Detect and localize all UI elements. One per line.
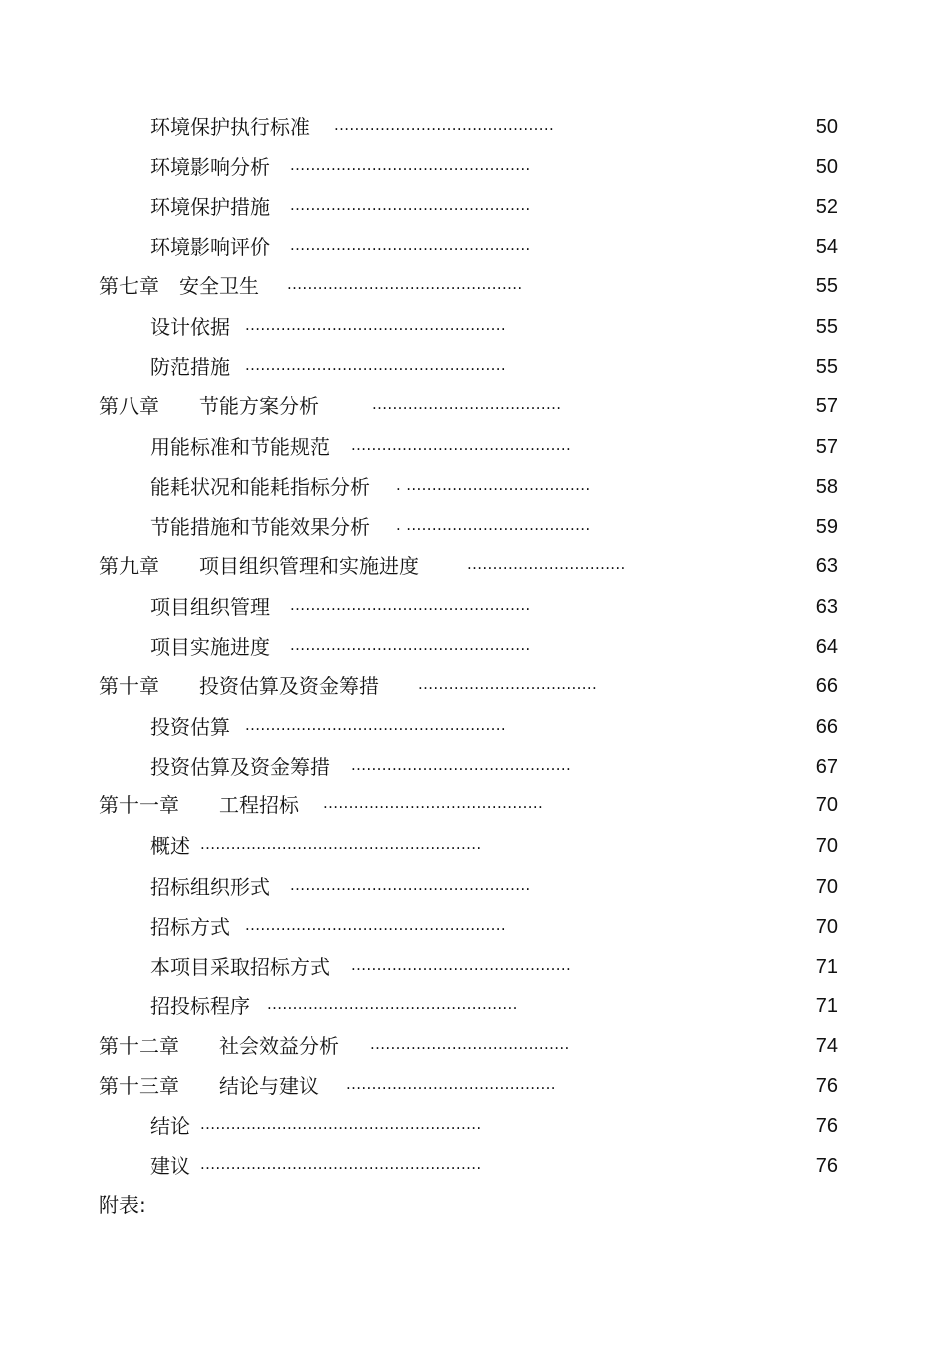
toc-page-number: 70 [815,794,838,816]
toc-leader-dots: . .................................... [396,476,591,494]
toc-entry-title: 第十二章 社会效益分析 [99,1034,339,1058]
toc-entry-title: 环境影响评价 [150,235,270,259]
toc-page-number: 52 [815,196,838,218]
toc-leader-dots: ................................................... [245,356,507,374]
toc-entry-title: 节能措施和节能效果分析 [150,515,370,539]
toc-entry-title: 用能标准和节能规范 [150,435,330,459]
toc-leader-dots: ........................................... [334,116,555,134]
toc-entry-title: 项目组织管理 [150,595,270,619]
toc-section-row[interactable] [0,112,950,142]
toc-page-number: 55 [815,356,838,378]
toc-leader-dots: ......................................... [346,1075,556,1093]
toc-entry-title: 结论 [150,1114,190,1138]
toc-entry-title: 第十一章 工程招标 [99,793,299,817]
toc-page-number: 58 [815,476,838,498]
toc-chapter-row[interactable] [0,551,950,581]
toc-leader-dots: ............................... [467,555,626,573]
toc-leader-dots: ................................................... [245,316,507,334]
toc-leader-dots: ........................................... [351,756,572,774]
toc-page-number: 57 [815,436,838,458]
toc-page-number: 55 [815,316,838,338]
toc-section-row[interactable] [0,232,950,262]
toc-section-row[interactable] [0,352,950,382]
toc-entry-title: 概述 [150,834,190,858]
toc-page-number: 70 [815,835,838,857]
toc-section-row[interactable] [0,991,950,1021]
toc-chapter-row[interactable] [0,1031,950,1061]
toc-section-row[interactable] [0,512,950,542]
toc-section-row[interactable] [0,952,950,982]
toc-page-number: 66 [815,716,838,738]
toc-leader-dots: ................................................... [245,916,507,934]
toc-entry-title: 建议 [150,1154,190,1178]
toc-leader-dots: ....................................................... [200,835,482,853]
toc-entry-title: 投资估算 [150,715,230,739]
toc-section-row[interactable] [0,192,950,222]
toc-page-number: 63 [815,555,838,577]
toc-leader-dots: ............................................... [290,876,531,894]
toc-leader-dots: ....................................................... [200,1115,482,1133]
toc-page-number: 74 [815,1035,838,1057]
toc-leader-dots: ........................................... [323,794,544,812]
toc-section-row[interactable] [0,831,950,861]
toc-page-number: 76 [815,1155,838,1177]
toc-entry-title: 招投标程序 [150,994,250,1018]
toc-page-number: 76 [815,1115,838,1137]
toc-section-row[interactable] [0,632,950,662]
toc-entry-title: 防范措施 [150,355,230,379]
toc-page-number: 50 [815,156,838,178]
toc-section-row[interactable] [0,712,950,742]
toc-page-number: 59 [815,516,838,538]
toc-leader-dots: ............................................... [290,196,531,214]
toc-entry-title: 第十章 投资估算及资金筹措 [99,674,379,698]
toc-chapter-row[interactable] [0,391,950,421]
toc-leader-dots: ........................................... [351,436,572,454]
toc-page-number: 54 [815,236,838,258]
toc-leader-dots: ............................................... [290,636,531,654]
toc-entry-title: 本项目采取招标方式 [150,955,330,979]
toc-leader-dots: ....................................... [370,1035,570,1053]
toc-section-row[interactable] [0,912,950,942]
toc-entry-title: 第八章 节能方案分析 [99,394,319,418]
toc-leader-dots: ..................................... [372,395,562,413]
toc-leader-dots: ................................................. [267,995,518,1013]
toc-leader-dots: ............................................... [290,156,531,174]
toc-section-row[interactable] [0,1111,950,1141]
toc-page-number: 50 [815,116,838,138]
toc-section-row[interactable] [0,872,950,902]
toc-entry-title: 环境保护执行标准 [150,115,310,139]
toc-entry-title: 项目实施进度 [150,635,270,659]
toc-page-number: 71 [815,956,838,978]
toc-page-number: 66 [815,675,838,697]
toc-section-row[interactable] [0,1151,950,1181]
toc-chapter-row[interactable] [0,671,950,701]
toc-page-number: 71 [815,995,838,1017]
toc-entry-title: 能耗状况和能耗指标分析 [150,475,370,499]
toc-entry-title: 招标组织形式 [150,875,270,899]
toc-entry-title: 第七章 安全卫生 [99,274,259,298]
toc-section-row[interactable] [0,312,950,342]
toc-page-number: 64 [815,636,838,658]
toc-page-number: 70 [815,876,838,898]
appendix-heading: 附表: [99,1193,146,1217]
toc-leader-dots: ............................................... [290,596,531,614]
toc-page-number: 67 [815,756,838,778]
toc-page-number: 76 [815,1075,838,1097]
toc-entry-title: 第十三章 结论与建议 [99,1074,319,1098]
toc-section-row[interactable] [0,592,950,622]
toc-leader-dots: ................................... [418,675,598,693]
toc-entry-title: 招标方式 [150,915,230,939]
toc-leader-dots: ................................................... [245,716,507,734]
toc-page-number: 63 [815,596,838,618]
toc-chapter-row[interactable] [0,790,950,820]
toc-leader-dots: .............................................. [287,275,523,293]
toc-leader-dots: ....................................................... [200,1155,482,1173]
toc-page-number: 55 [815,275,838,297]
toc-leader-dots: ............................................... [290,236,531,254]
toc-chapter-row[interactable] [0,271,950,301]
toc-chapter-row[interactable] [0,1071,950,1101]
toc-page-number: 70 [815,916,838,938]
toc-section-row[interactable] [0,152,950,182]
toc-leader-dots: ........................................... [351,956,572,974]
toc-section-row[interactable] [0,752,950,782]
toc-entry-title: 第九章 项目组织管理和实施进度 [99,554,419,578]
toc-leader-dots: . .................................... [396,516,591,534]
toc-section-row[interactable] [0,432,950,462]
toc-page-number: 57 [815,395,838,417]
toc-entry-title: 环境影响分析 [150,155,270,179]
toc-entry-title: 设计依据 [150,315,230,339]
toc-entry-title: 环境保护措施 [150,195,270,219]
toc-entry-title: 投资估算及资金筹措 [150,755,330,779]
toc-section-row[interactable] [0,472,950,502]
